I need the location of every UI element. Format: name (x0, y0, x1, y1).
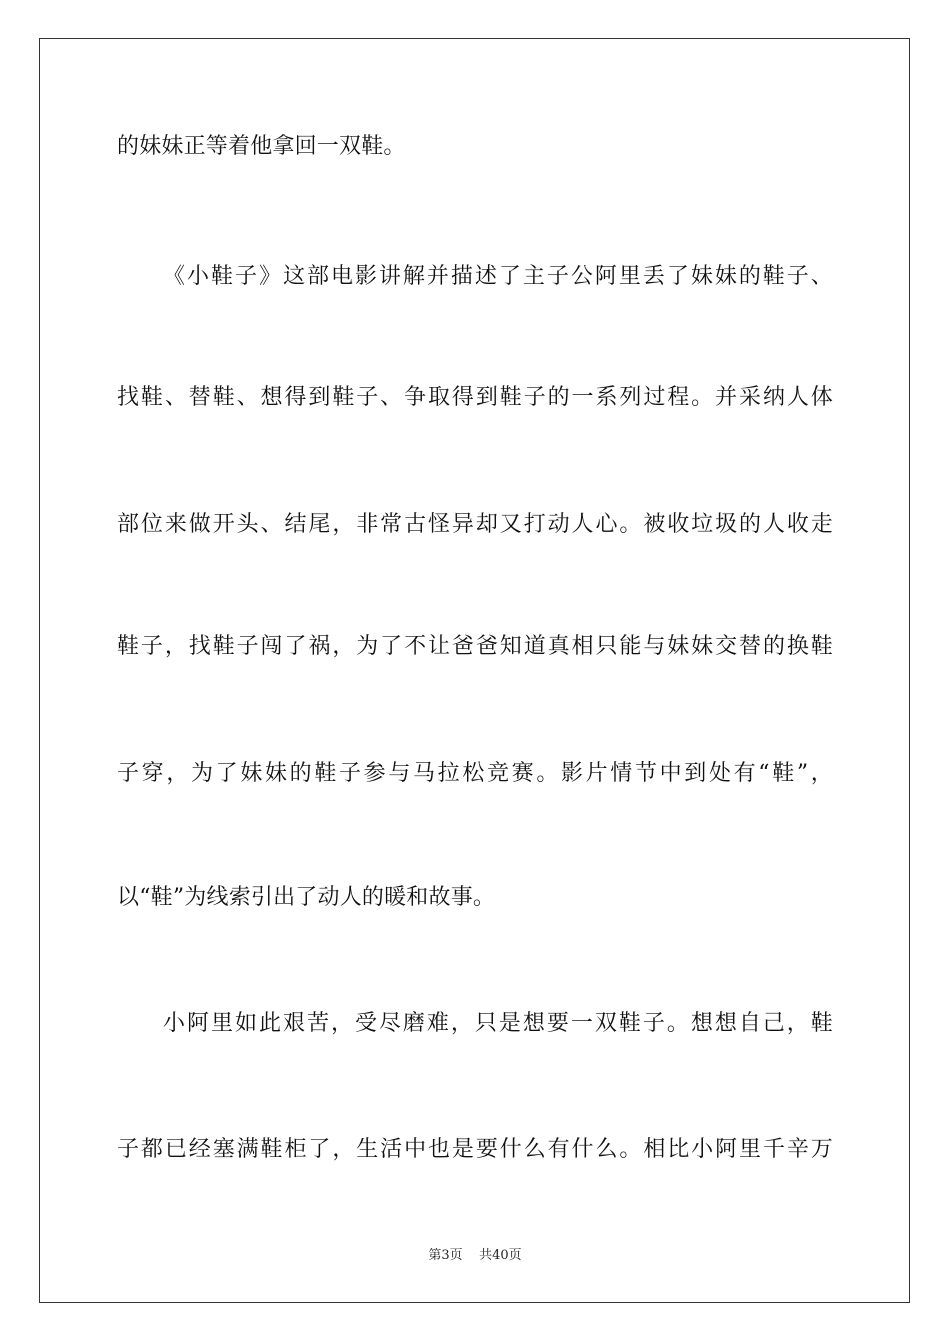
text-line-3: 找鞋、替鞋、想得到鞋子、争取得到鞋子的一系列过程。并采纳人体 (117, 385, 833, 410)
text-line-1: 的妹妹正等着他拿回一双鞋。 (117, 134, 406, 159)
text-line-6: 子穿，为了妹妹的鞋子参与马拉松竞赛。影片情节中到处有“鞋”， (117, 761, 833, 786)
text-line-4: 部位来做开头、结尾，非常古怪异却又打动人心。被收垃圾的人收走 (117, 512, 833, 537)
text-line-8: 小阿里如此艰苦，受尽磨难，只是想要一双鞋子。想想自己，鞋 (163, 1011, 833, 1036)
page-total: 共40页 (479, 1248, 522, 1263)
text-line-9: 子都已经塞满鞋柜了，生活中也是要什么有什么。相比小阿里千辛万 (117, 1137, 833, 1162)
page-number: 第3页 (428, 1248, 463, 1263)
text-line-7: 以“鞋”为线索引出了动人的暖和故事。 (117, 885, 496, 910)
page-border (39, 38, 910, 1303)
page-footer (0, 1247, 950, 1265)
text-line-2: 《小鞋子》这部电影讲解并描述了主子公阿里丢了妹妹的鞋子、 (163, 264, 833, 289)
text-line-5: 鞋子，找鞋子闯了祸，为了不让爸爸知道真相只能与妹妹交替的换鞋 (117, 634, 833, 659)
